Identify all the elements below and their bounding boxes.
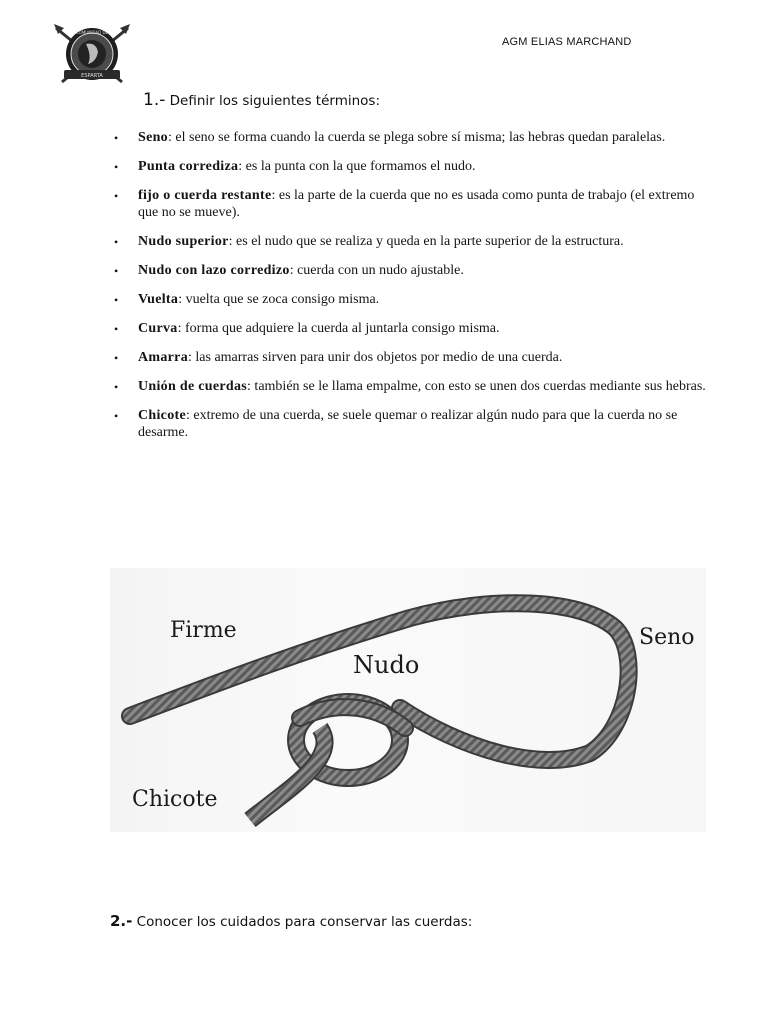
list-item bbox=[110, 408, 710, 441]
section2-heading bbox=[110, 912, 472, 930]
label-chicote: Chicote bbox=[132, 787, 218, 812]
term-definition: : extremo de una cuerda, se suele quemar o realizar algún nudo para que la cuerda no se desarme. bbox=[138, 408, 678, 440]
term-definition: : cuerda con un nudo ajustable. bbox=[289, 262, 464, 278]
list-item bbox=[110, 292, 710, 309]
logo-ribbon-text: ESPARTA bbox=[81, 73, 103, 79]
list-item bbox=[110, 234, 710, 251]
terms-list bbox=[110, 130, 710, 454]
bullet-icon: • bbox=[114, 160, 119, 175]
term-label: Nudo con lazo corredizo bbox=[138, 262, 290, 278]
bullet-icon: • bbox=[114, 263, 119, 278]
term-definition: : es la punta con la que formamos el nudo. bbox=[238, 159, 476, 175]
list-item bbox=[110, 321, 710, 338]
term-label: Nudo superior bbox=[138, 233, 229, 249]
term-definition: : el seno se forma cuando la cuerda se plega sobre sí misma; las hebras quedan paralelas. bbox=[168, 130, 666, 145]
term-definition: : las amarras sirven para unir dos objetos por medio de una cuerda. bbox=[188, 350, 563, 366]
bullet-icon: • bbox=[114, 189, 119, 204]
section1-heading bbox=[143, 90, 380, 110]
label-nudo: Nudo bbox=[353, 651, 420, 679]
term-label: Amarra bbox=[138, 350, 189, 366]
bullet-icon: • bbox=[114, 409, 119, 424]
list-item bbox=[110, 379, 710, 396]
term-definition: : también se le llama empalme, con esto se unen dos cuerdas mediante sus hebras. bbox=[247, 379, 706, 395]
term-label: fijo o cuerda restante bbox=[138, 188, 272, 204]
section2-number: 2.- bbox=[110, 912, 133, 930]
bullet-icon: • bbox=[114, 351, 119, 366]
label-firme: Firme bbox=[170, 618, 237, 643]
term-definition: : es la parte de la cuerda que no es usada como punta de trabajo (el extremo que no se mueve). bbox=[138, 188, 695, 220]
logo-top-text: COMUNIDAD DE bbox=[75, 30, 109, 35]
list-item bbox=[110, 188, 710, 221]
bullet-icon: • bbox=[114, 234, 119, 249]
list-item bbox=[110, 159, 710, 176]
bullet-icon: • bbox=[114, 292, 119, 307]
term-label: Curva bbox=[138, 321, 178, 337]
label-seno: Seno bbox=[639, 625, 695, 650]
section1-title: Definir los siguientes términos: bbox=[165, 93, 380, 109]
section1-number: 1.- bbox=[143, 90, 166, 110]
list-item bbox=[110, 263, 710, 280]
author-name: AGM ELIAS MARCHAND bbox=[502, 36, 632, 48]
term-label: Punta corrediza bbox=[138, 159, 239, 175]
term-label: Seno bbox=[138, 130, 168, 145]
logo bbox=[52, 22, 132, 88]
term-definition: : vuelta que se zoca consigo misma. bbox=[178, 291, 380, 307]
bullet-icon: • bbox=[114, 380, 119, 395]
list-item bbox=[110, 130, 710, 147]
term-label: Chicote bbox=[138, 408, 186, 424]
bullet-icon: • bbox=[114, 131, 119, 145]
rope-diagram bbox=[110, 568, 706, 832]
term-label: Unión de cuerdas bbox=[138, 379, 248, 395]
section2-title: Conocer los cuidados para conservar las cuerdas: bbox=[132, 914, 473, 930]
term-label: Vuelta bbox=[138, 291, 179, 307]
term-definition: : es el nudo que se realiza y queda en la parte superior de la estructura. bbox=[228, 233, 624, 249]
bullet-icon: • bbox=[114, 322, 119, 337]
term-definition: : forma que adquiere la cuerda al juntarla consigo misma. bbox=[177, 321, 500, 337]
list-item bbox=[110, 350, 710, 367]
logo-emblem bbox=[52, 22, 132, 88]
